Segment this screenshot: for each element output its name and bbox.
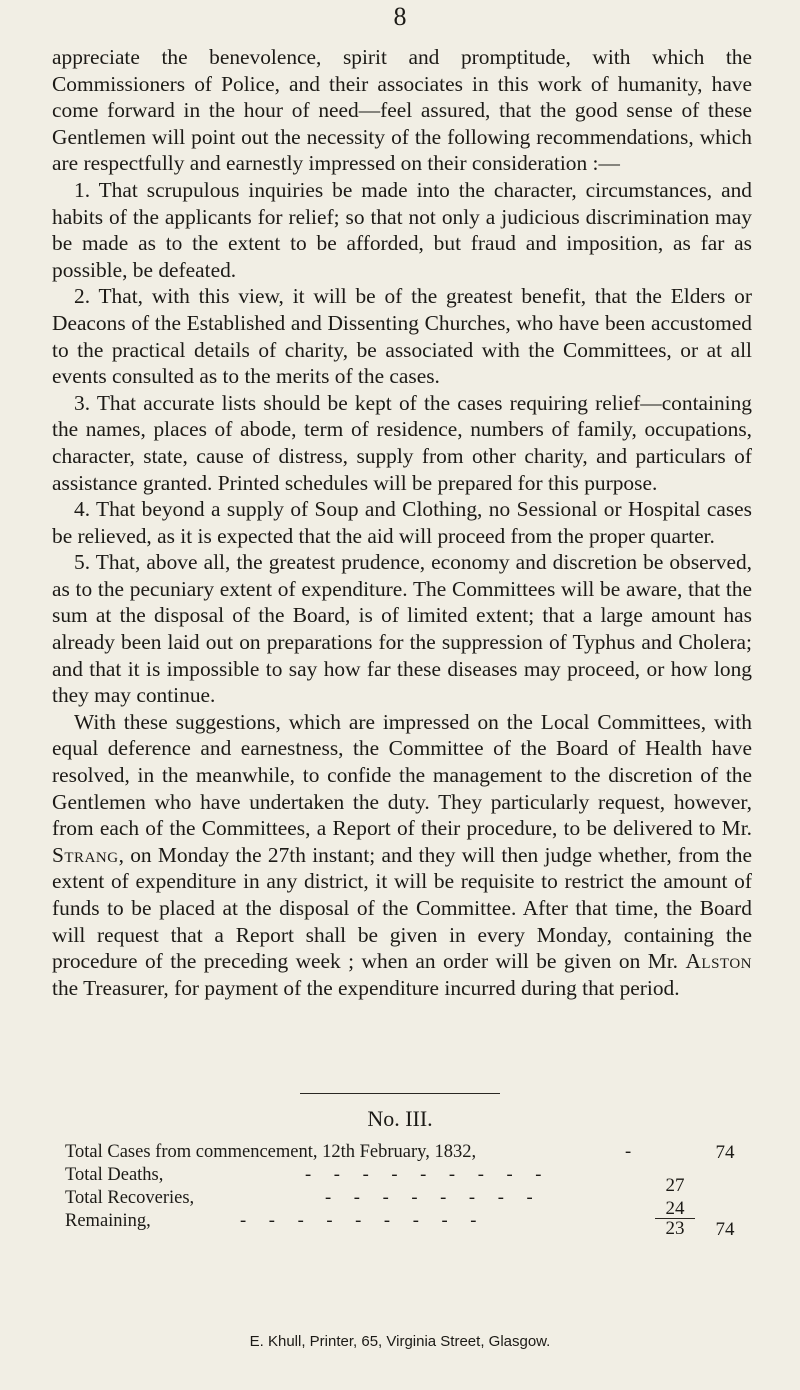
recommendation-5: 5. That, above all, the greatest prudence, economy and discretion be observed, as to the pecuniary extent of expenditure. The Committees will be aware, that the sum at the disposal of the Board, is of limited extent; that a large amount has already been laid out on preparations for the suppression of Typhus and Cholera; and that it is impossible to say how far these diseases may proceed, or how long they may continue. <box>52 550 752 708</box>
printer-imprint: E. Khull, Printer, 65, Virginia Street, Glasgow. <box>249 1333 551 1350</box>
paragraph-intro: appreciate the benevolence, spirit and promptitude, with which the Commissioners of Police, and their associates in this work of humanity, have come forward in the hour of need—feel assured, that the good sense of these Gentlemen will point out the necessity of the following recommendations, which are respectfully and earnestly impressed on their consideration :— <box>52 45 752 176</box>
row-label: Total Cases from commencement, 12th February, 1832, <box>65 1142 477 1162</box>
row-total: 74 <box>715 1142 735 1163</box>
name-strang: Strang <box>52 842 119 867</box>
recommendation-4: 4. That beyond a supply of Soup and Clothing, no Sessional or Hospital cases be relieved, as it is expected that the aid will proceed from the proper quarter. <box>52 497 752 548</box>
row-value: 23 <box>655 1218 695 1239</box>
recommendation-2: 2. That, with this view, it will be of the greatest benefit, that the Elders or Deacons of the Established and Dissenting Churches, who have been accustomed to the practical details of charity, be associated with the Committees, or at all events consulted as to the merits of the cases. <box>52 284 752 389</box>
cholera-statistics-table <box>65 1141 745 1240</box>
name-alston: Alston <box>685 949 752 974</box>
section-divider <box>300 1093 500 1094</box>
row-label: Total Recoveries, <box>65 1188 195 1208</box>
row-dashes: - - - - - - - - <box>325 1188 542 1208</box>
closing-text-b: , on Monday the 27th instant; and they will then judge whether, from the extent of expenditure in any district, it will be requisite to restrict the amount of funds to be placed at the disposal of the Committee. After that time, the Board will request that a Report shall be given in every Monday, containing the procedure of the preceding week ; when an order will be given on Mr. <box>52 842 752 974</box>
closing-text-a: With these suggestions, which are impressed on the Local Committees, with equal deference and earnestness, the Committee of the Board of Health have resolved, in the meanwhile, to confide the management to the discretion of the Gentlemen who have undertaken the duty. They particularly request, however, from each of the Committees, a Report of their procedure, to be delivered to Mr. <box>52 709 752 841</box>
recommendation-1: 1. That scrupulous inquiries be made into the character, circumstances, and habits of the applicants for relief; so that not only a judicious discrimination may be made as to the extent to be afforded, but fraud and imposition, as far as possible, be defeated. <box>52 177 752 282</box>
row-value: 24 <box>665 1198 685 1219</box>
row-label: Remaining, <box>65 1211 151 1231</box>
final-total: 74 <box>715 1219 735 1240</box>
paragraph-closing <box>52 709 752 1002</box>
body-text <box>52 44 752 1001</box>
row-value: 27 <box>665 1175 685 1196</box>
recommendation-3: 3. That accurate lists should be kept of the cases requiring relief—containing the names, places of abode, term of residence, numbers of family, occupations, character, state, cause of distress, supply from other charity, and particulars of assistance granted. Printed schedules will be prepared for this purpose. <box>52 390 752 495</box>
page-number: 8 <box>393 2 407 31</box>
table-row <box>65 1141 745 1164</box>
table-row <box>65 1164 745 1196</box>
row-dashes: - <box>625 1142 641 1162</box>
closing-text-c: the Treasurer, for payment of the expenditure incurred during that period. <box>52 975 680 1000</box>
row-dashes: - - - - - - - - - <box>240 1211 486 1231</box>
row-dashes: - - - - - - - - - <box>305 1165 551 1185</box>
table-row <box>65 1210 745 1240</box>
row-label: Total Deaths, <box>65 1165 164 1185</box>
table-title: No. III. <box>367 1106 433 1131</box>
table-row <box>65 1187 745 1219</box>
